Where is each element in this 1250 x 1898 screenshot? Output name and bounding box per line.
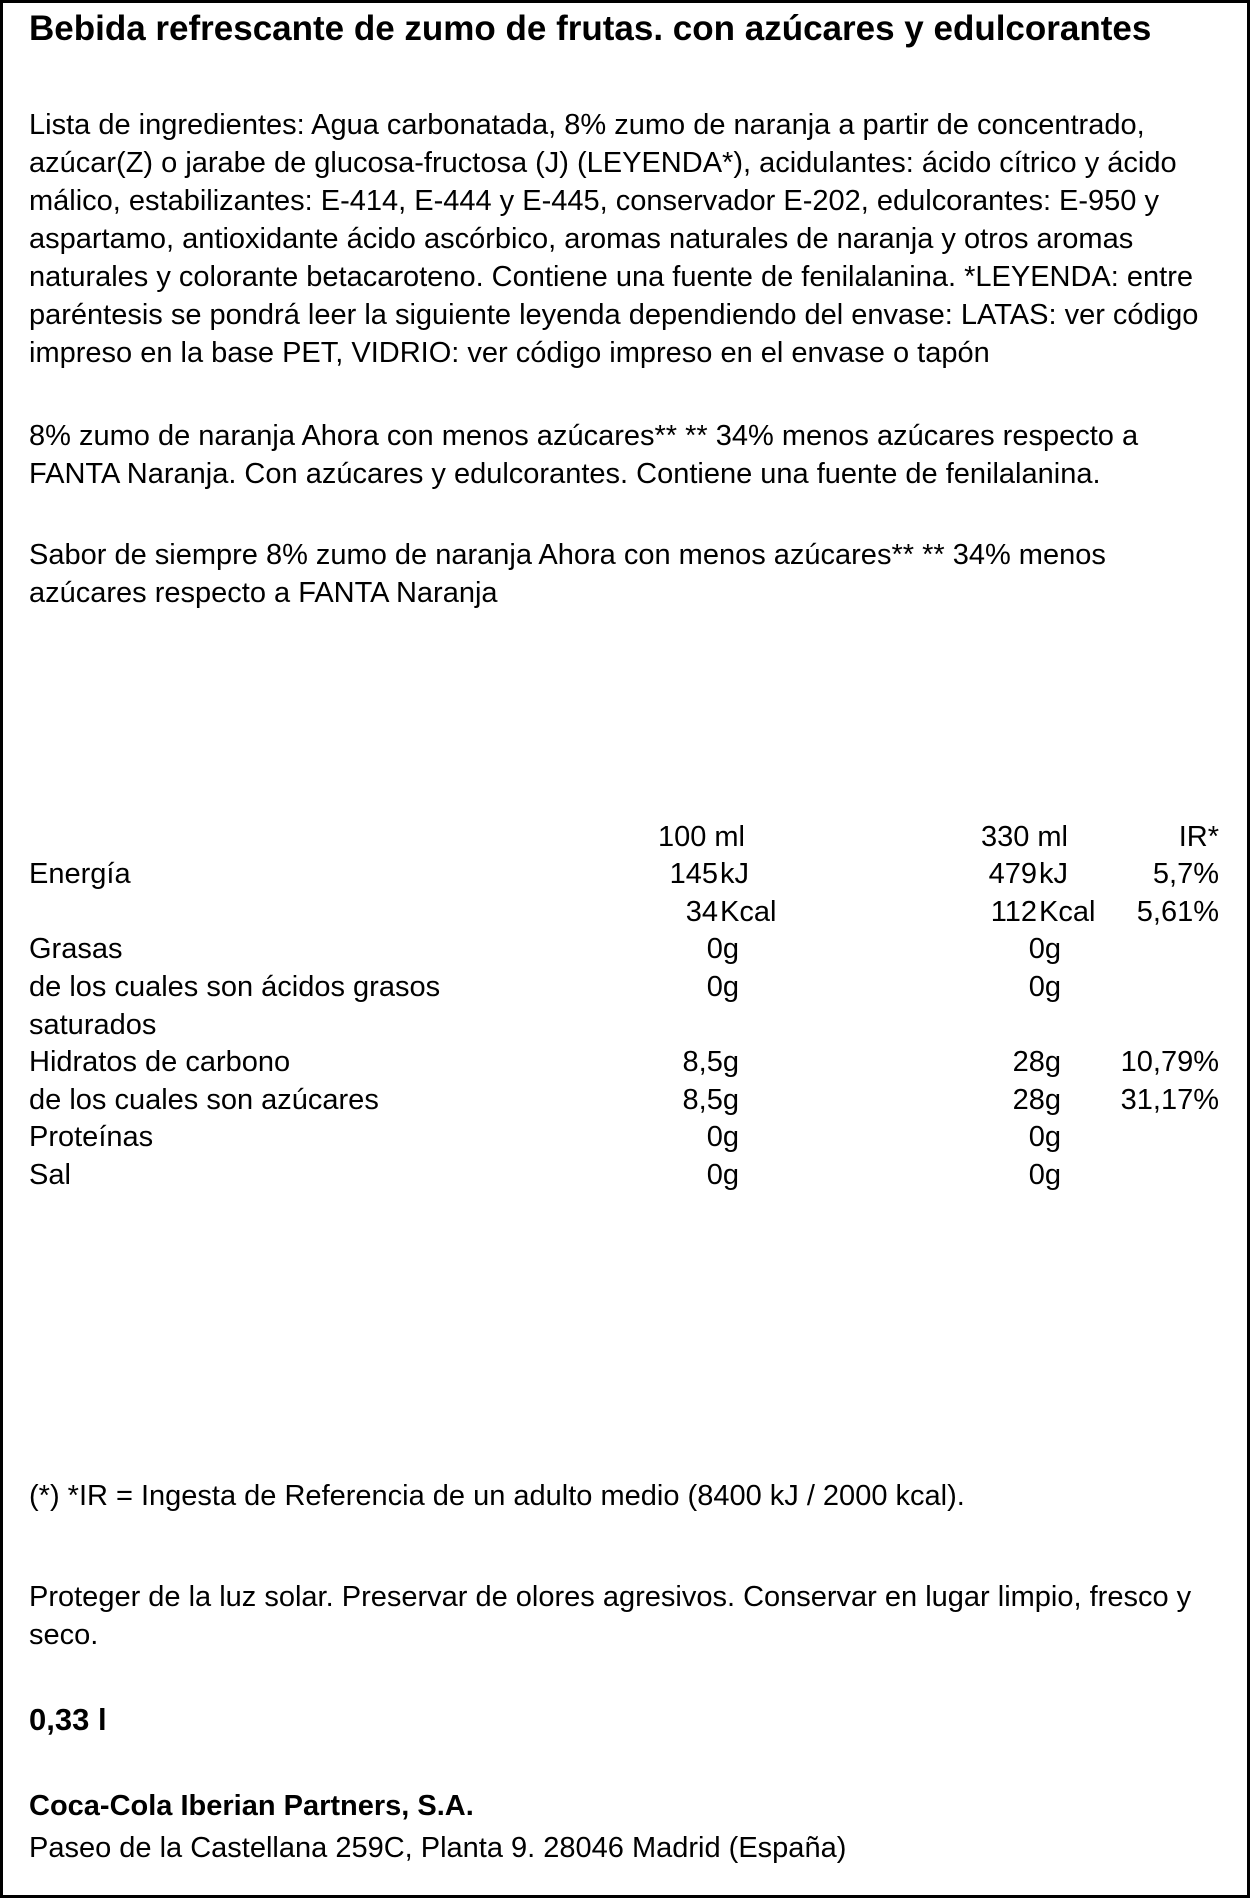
row-label-grasas: Grasas [29,933,123,965]
company-address: Paseo de la Castellana 259C, Planta 9. 28046 Madrid (España) [29,1832,847,1864]
row-label-azucares: de los cuales son azúcares [29,1084,379,1116]
sal-330: 0g [1028,1159,1061,1191]
row-label-energia: Energía [29,858,131,890]
ingredients-list: Lista de ingredientes: Agua carbonatada, 8% zumo de naranja a partir de concentrado, azúcar(Z) o jarabe de glucosa-fructosa (J) (LEYENDA*), acidulantes: ácido cítrico y ácido málico, estabilizantes: E-414, E-444 y E-445, conservador E-202, edulcorantes: E-950 y aspartamo, antioxidante ácido ascórbico, aromas naturales de naranja y otros aromas naturales y colorante betacaroteno. Contiene una fuente de fenilalanina. *LEYENDA: entre paréntesis se pondrá leer la siguiente leyenda dependiendo del envase: LATAS: ver código impreso en la base PET, VIDRIO: ver código impreso en el envase o tapón [29,109,1199,369]
energy-kj-100: 145 [669,858,718,890]
sal-100: 0g [706,1159,739,1191]
hidratos-ir: 10,79% [1120,1046,1219,1078]
row-label-hidratos: Hidratos de carbono [29,1046,291,1078]
azucares-330: 28g [1012,1084,1061,1116]
saturados-330: 0g [1028,971,1061,1003]
grasas-100: 0g [706,933,739,965]
header-ir: IR* [1178,821,1219,853]
net-volume: 0,33 l [29,1702,107,1737]
product-title: Bebida refrescante de zumo de frutas. con azúcares y edulcorantes [29,9,1152,48]
claim-text-2: Sabor de siempre 8% zumo de naranja Ahora con menos azúcares** ** 34% menos azúcares respecto a FANTA Naranja [29,539,1106,609]
proteinas-100: 0g [706,1121,739,1153]
header-per-330ml: 330 ml [980,821,1068,853]
saturados-100: 0g [706,971,739,1003]
grasas-330: 0g [1028,933,1061,965]
ir-footnote: (*) *IR = Ingesta de Referencia de un adulto medio (8400 kJ / 2000 kcal). [29,1480,965,1512]
energy-kcal-ir: 5,61% [1136,896,1219,928]
energy-kj-ir: 5,7% [1152,858,1219,890]
energy-kcal-100: 34 [685,896,718,928]
energy-kcal-330: 112 [990,896,1037,928]
hidratos-100: 8,5g [682,1046,739,1078]
energy-kj-330-unit: kJ [1039,858,1068,890]
proteinas-330: 0g [1028,1121,1061,1153]
energy-kcal-330-unit: Kcal [1039,896,1096,928]
row-label-sal: Sal [29,1159,71,1191]
azucares-100: 8,5g [682,1084,739,1116]
header-per-100ml: 100 ml [657,821,745,853]
storage-instructions: Proteger de la luz solar. Preservar de olores agresivos. Conservar en lugar limpio, fresco y seco. [29,1581,1192,1651]
hidratos-330: 28g [1012,1046,1061,1078]
energy-kcal-100-unit: Kcal [720,896,777,928]
claim-text-1: 8% zumo de naranja Ahora con menos azúcares** ** 34% menos azúcares respecto a FANTA Naranja. Con azúcares y edulcorantes. Contiene una fuente de fenilalanina. [29,420,1139,490]
company-name: Coca-Cola Iberian Partners, S.A. [29,1790,474,1822]
row-label-saturados-2: saturados [29,1009,157,1041]
energy-kj-100-unit: kJ [720,858,749,890]
row-label-saturados: de los cuales son ácidos grasos [29,971,441,1003]
energy-kj-330: 479 [988,858,1037,890]
row-label-proteinas: Proteínas [29,1121,154,1153]
azucares-ir: 31,17% [1120,1084,1219,1116]
